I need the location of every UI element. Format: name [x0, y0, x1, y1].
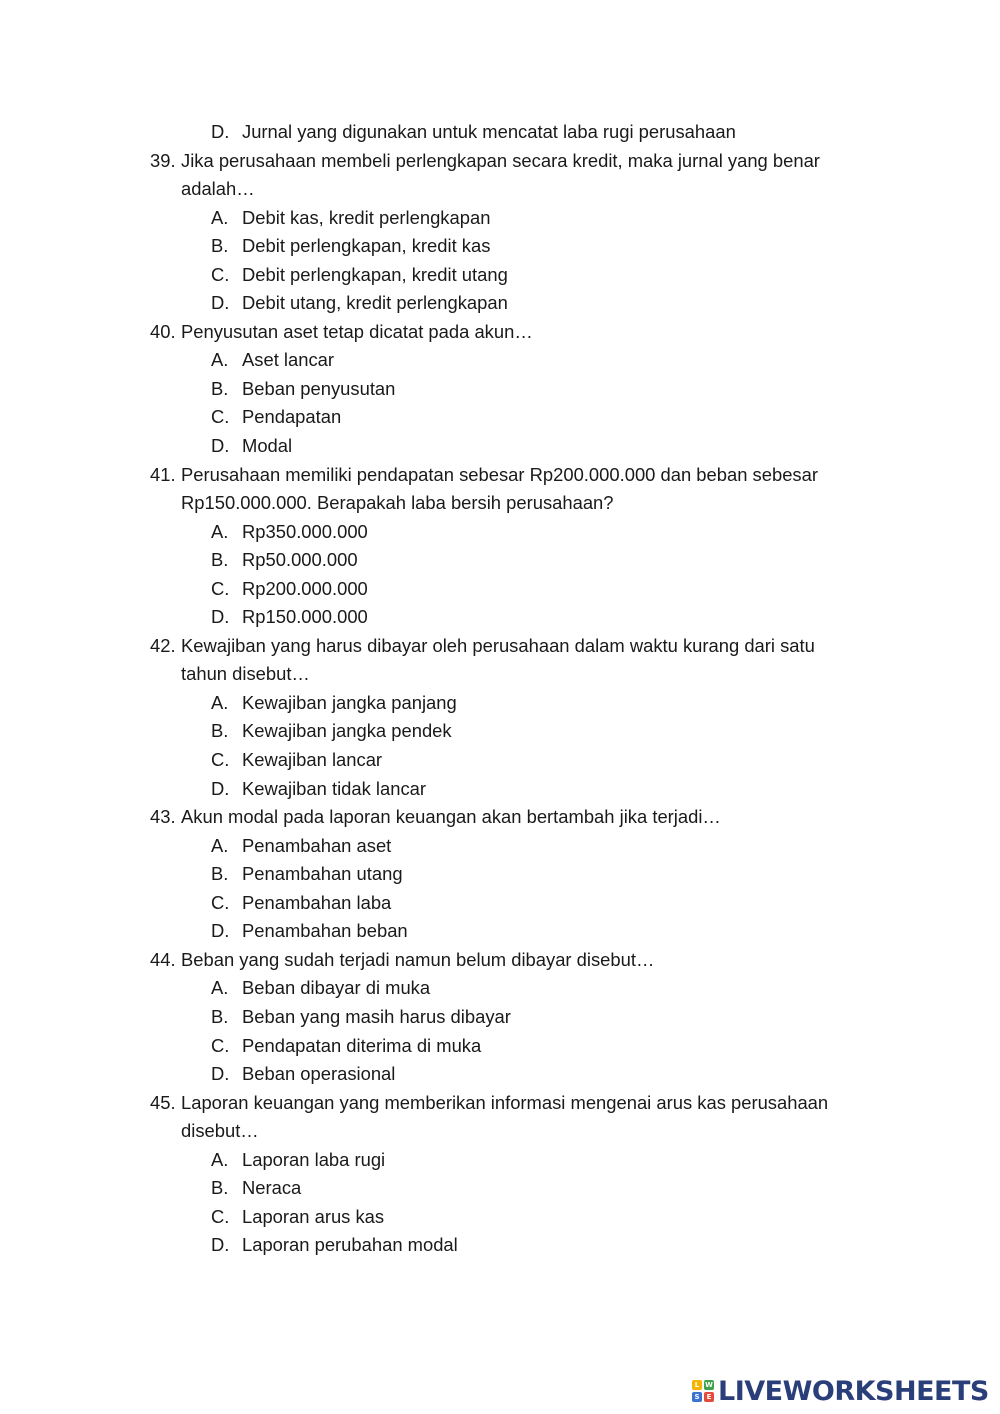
option-letter: C. [211, 406, 230, 428]
option-text: Beban operasional [242, 1063, 396, 1085]
option-text: Debit perlengkapan, kredit kas [242, 235, 491, 257]
option-letter: D. [211, 121, 230, 142]
answer-option[interactable] [0, 717, 1000, 746]
question-text: Perusahaan memiliki pendapatan sebesar Rp200.000.000 dan beban sebesar [181, 463, 818, 485]
option-text: Kewajiban lancar [242, 749, 383, 771]
question-43 [0, 803, 1000, 946]
logo-square: W [705, 1381, 713, 1389]
question-number: 44. [150, 948, 176, 970]
logo-square: E [704, 1392, 714, 1402]
answer-option[interactable] [0, 1032, 1000, 1061]
option-letter: A. [211, 1148, 229, 1170]
liveworksheets-logo [692, 1374, 989, 1408]
option-text: Pendapatan [242, 406, 342, 428]
question-line [0, 946, 1000, 975]
answer-option[interactable] [0, 889, 1000, 918]
answer-option[interactable] [0, 860, 1000, 889]
question-number: 41. [150, 463, 176, 485]
option-letter: A. [211, 349, 229, 371]
answer-option[interactable] [0, 1146, 1000, 1175]
answer-option[interactable] [0, 346, 1000, 375]
question-text: Jika perusahaan membeli perlengkapan secara kredit, maka jurnal yang benar [181, 149, 820, 171]
option-letter: B. [211, 235, 229, 257]
option-text: Jurnal yang digunakan untuk mencatat laba rugi perusahaan [242, 121, 736, 142]
question-39 [0, 147, 1000, 318]
option-letter: D. [211, 777, 230, 799]
option-letter: A. [211, 520, 229, 542]
option-text: Laporan laba rugi [242, 1148, 386, 1170]
question-number: 42. [150, 634, 176, 656]
option-letter: D. [211, 606, 230, 628]
option-letter: C. [211, 1034, 230, 1056]
question-40 [0, 318, 1000, 461]
option-text: Rp350.000.000 [242, 520, 368, 542]
worksheet-page [0, 118, 1000, 1260]
option-text: Rp200.000.000 [242, 577, 368, 599]
option-text: Neraca [242, 1177, 302, 1199]
question-line [0, 660, 1000, 689]
question-number: 43. [150, 806, 176, 828]
option-letter: C. [211, 1205, 230, 1227]
question-line [0, 489, 1000, 518]
answer-option[interactable] [0, 974, 1000, 1003]
option-text: Modal [242, 435, 293, 457]
question-line [0, 803, 1000, 832]
option-letter: D. [211, 435, 230, 457]
answer-option[interactable] [0, 775, 1000, 804]
option-letter: B. [211, 1005, 229, 1027]
option-letter: D. [211, 1234, 230, 1256]
answer-option[interactable] [0, 204, 1000, 233]
answer-option[interactable] [0, 261, 1000, 290]
option-text: Kewajiban jangka panjang [242, 691, 457, 713]
option-letter: D. [211, 292, 230, 314]
option-letter: B. [211, 863, 229, 885]
option-letter: B. [211, 377, 229, 399]
logo-wordmark: LIVEWORKSHEETS [718, 1375, 989, 1407]
question-text: Kewajiban yang harus dibayar oleh perusahaan dalam waktu kurang dari satu [181, 634, 815, 656]
logo-square: S [692, 1392, 702, 1402]
option-letter: D. [211, 920, 230, 942]
question-line [0, 175, 1000, 204]
question-number: 45. [150, 1091, 176, 1113]
question-text: disebut… [181, 1120, 259, 1142]
answer-option[interactable] [0, 1174, 1000, 1203]
answer-option[interactable] [0, 1060, 1000, 1089]
option-letter: A. [211, 691, 229, 713]
answer-option[interactable] [0, 432, 1000, 461]
option-letter: B. [211, 720, 229, 742]
answer-option[interactable] [0, 232, 1000, 261]
question-line [0, 632, 1000, 661]
option-text: Pendapatan diterima di muka [242, 1034, 482, 1056]
question-text: Laporan keuangan yang memberikan informasi mengenai arus kas perusahaan [181, 1091, 829, 1113]
logo-squares-icon [692, 1380, 714, 1402]
option-letter: C. [211, 749, 230, 771]
answer-option[interactable] [0, 1003, 1000, 1032]
answer-option[interactable] [0, 1231, 1000, 1260]
option-text: Laporan arus kas [242, 1205, 385, 1227]
question-list [0, 147, 1000, 1260]
option-text: Debit kas, kredit perlengkapan [242, 206, 491, 228]
option-text: Debit perlengkapan, kredit utang [242, 263, 508, 285]
answer-option[interactable] [0, 917, 1000, 946]
answer-option[interactable] [0, 289, 1000, 318]
answer-option[interactable] [0, 403, 1000, 432]
option-text: Rp50.000.000 [242, 549, 358, 571]
question-line [0, 1089, 1000, 1118]
question-44 [0, 946, 1000, 1089]
answer-option[interactable] [0, 1203, 1000, 1232]
option-letter: B. [211, 549, 229, 571]
option-text: Penambahan utang [242, 863, 403, 885]
question-number: 39. [150, 149, 176, 171]
answer-option[interactable] [0, 546, 1000, 575]
option-text: Beban yang masih harus dibayar [242, 1005, 511, 1027]
option-letter: C. [211, 577, 230, 599]
question-line [0, 147, 1000, 176]
question-line [0, 1117, 1000, 1146]
question-line [0, 318, 1000, 347]
option-letter: A. [211, 977, 229, 999]
answer-option[interactable] [0, 603, 1000, 632]
question-text: Penyusutan aset tetap dicatat pada akun… [181, 320, 533, 342]
option-text: Laporan perubahan modal [242, 1234, 458, 1256]
option-letter: A. [211, 834, 229, 856]
option-text: Aset lancar [242, 349, 334, 371]
answer-option[interactable] [0, 518, 1000, 547]
option-letter: A. [211, 206, 229, 228]
option-text: Beban penyusutan [242, 377, 396, 399]
question-45 [0, 1089, 1000, 1260]
question-42 [0, 632, 1000, 803]
question-text: adalah… [181, 178, 255, 200]
option-letter: B. [211, 1177, 229, 1199]
answer-option[interactable] [0, 746, 1000, 775]
question-41 [0, 461, 1000, 632]
lead-in-option [0, 118, 1000, 147]
question-text: tahun disebut… [181, 663, 310, 685]
option-letter: C. [211, 263, 230, 285]
answer-option[interactable] [0, 575, 1000, 604]
option-text: Kewajiban tidak lancar [242, 777, 427, 799]
question-line [0, 461, 1000, 490]
option-text: Kewajiban jangka pendek [242, 720, 452, 742]
option-text: Rp150.000.000 [242, 606, 368, 628]
question-text: Beban yang sudah terjadi namun belum dibayar disebut… [181, 948, 655, 970]
option-text: Debit utang, kredit perlengkapan [242, 292, 508, 314]
option-text: Beban dibayar di muka [242, 977, 431, 999]
answer-option[interactable] [0, 689, 1000, 718]
answer-option[interactable] [0, 832, 1000, 861]
option-text: Penambahan laba [242, 891, 392, 913]
question-text: Rp150.000.000. Berapakah laba bersih perusahaan? [181, 492, 614, 514]
option-letter: C. [211, 891, 230, 913]
logo-square: L [692, 1380, 702, 1390]
question-number: 40. [150, 320, 176, 342]
answer-option[interactable] [0, 375, 1000, 404]
option-letter: D. [211, 1063, 230, 1085]
question-text: Akun modal pada laporan keuangan akan bertambah jika terjadi… [181, 806, 721, 828]
option-text: Penambahan aset [242, 834, 392, 856]
option-text: Penambahan beban [242, 920, 408, 942]
